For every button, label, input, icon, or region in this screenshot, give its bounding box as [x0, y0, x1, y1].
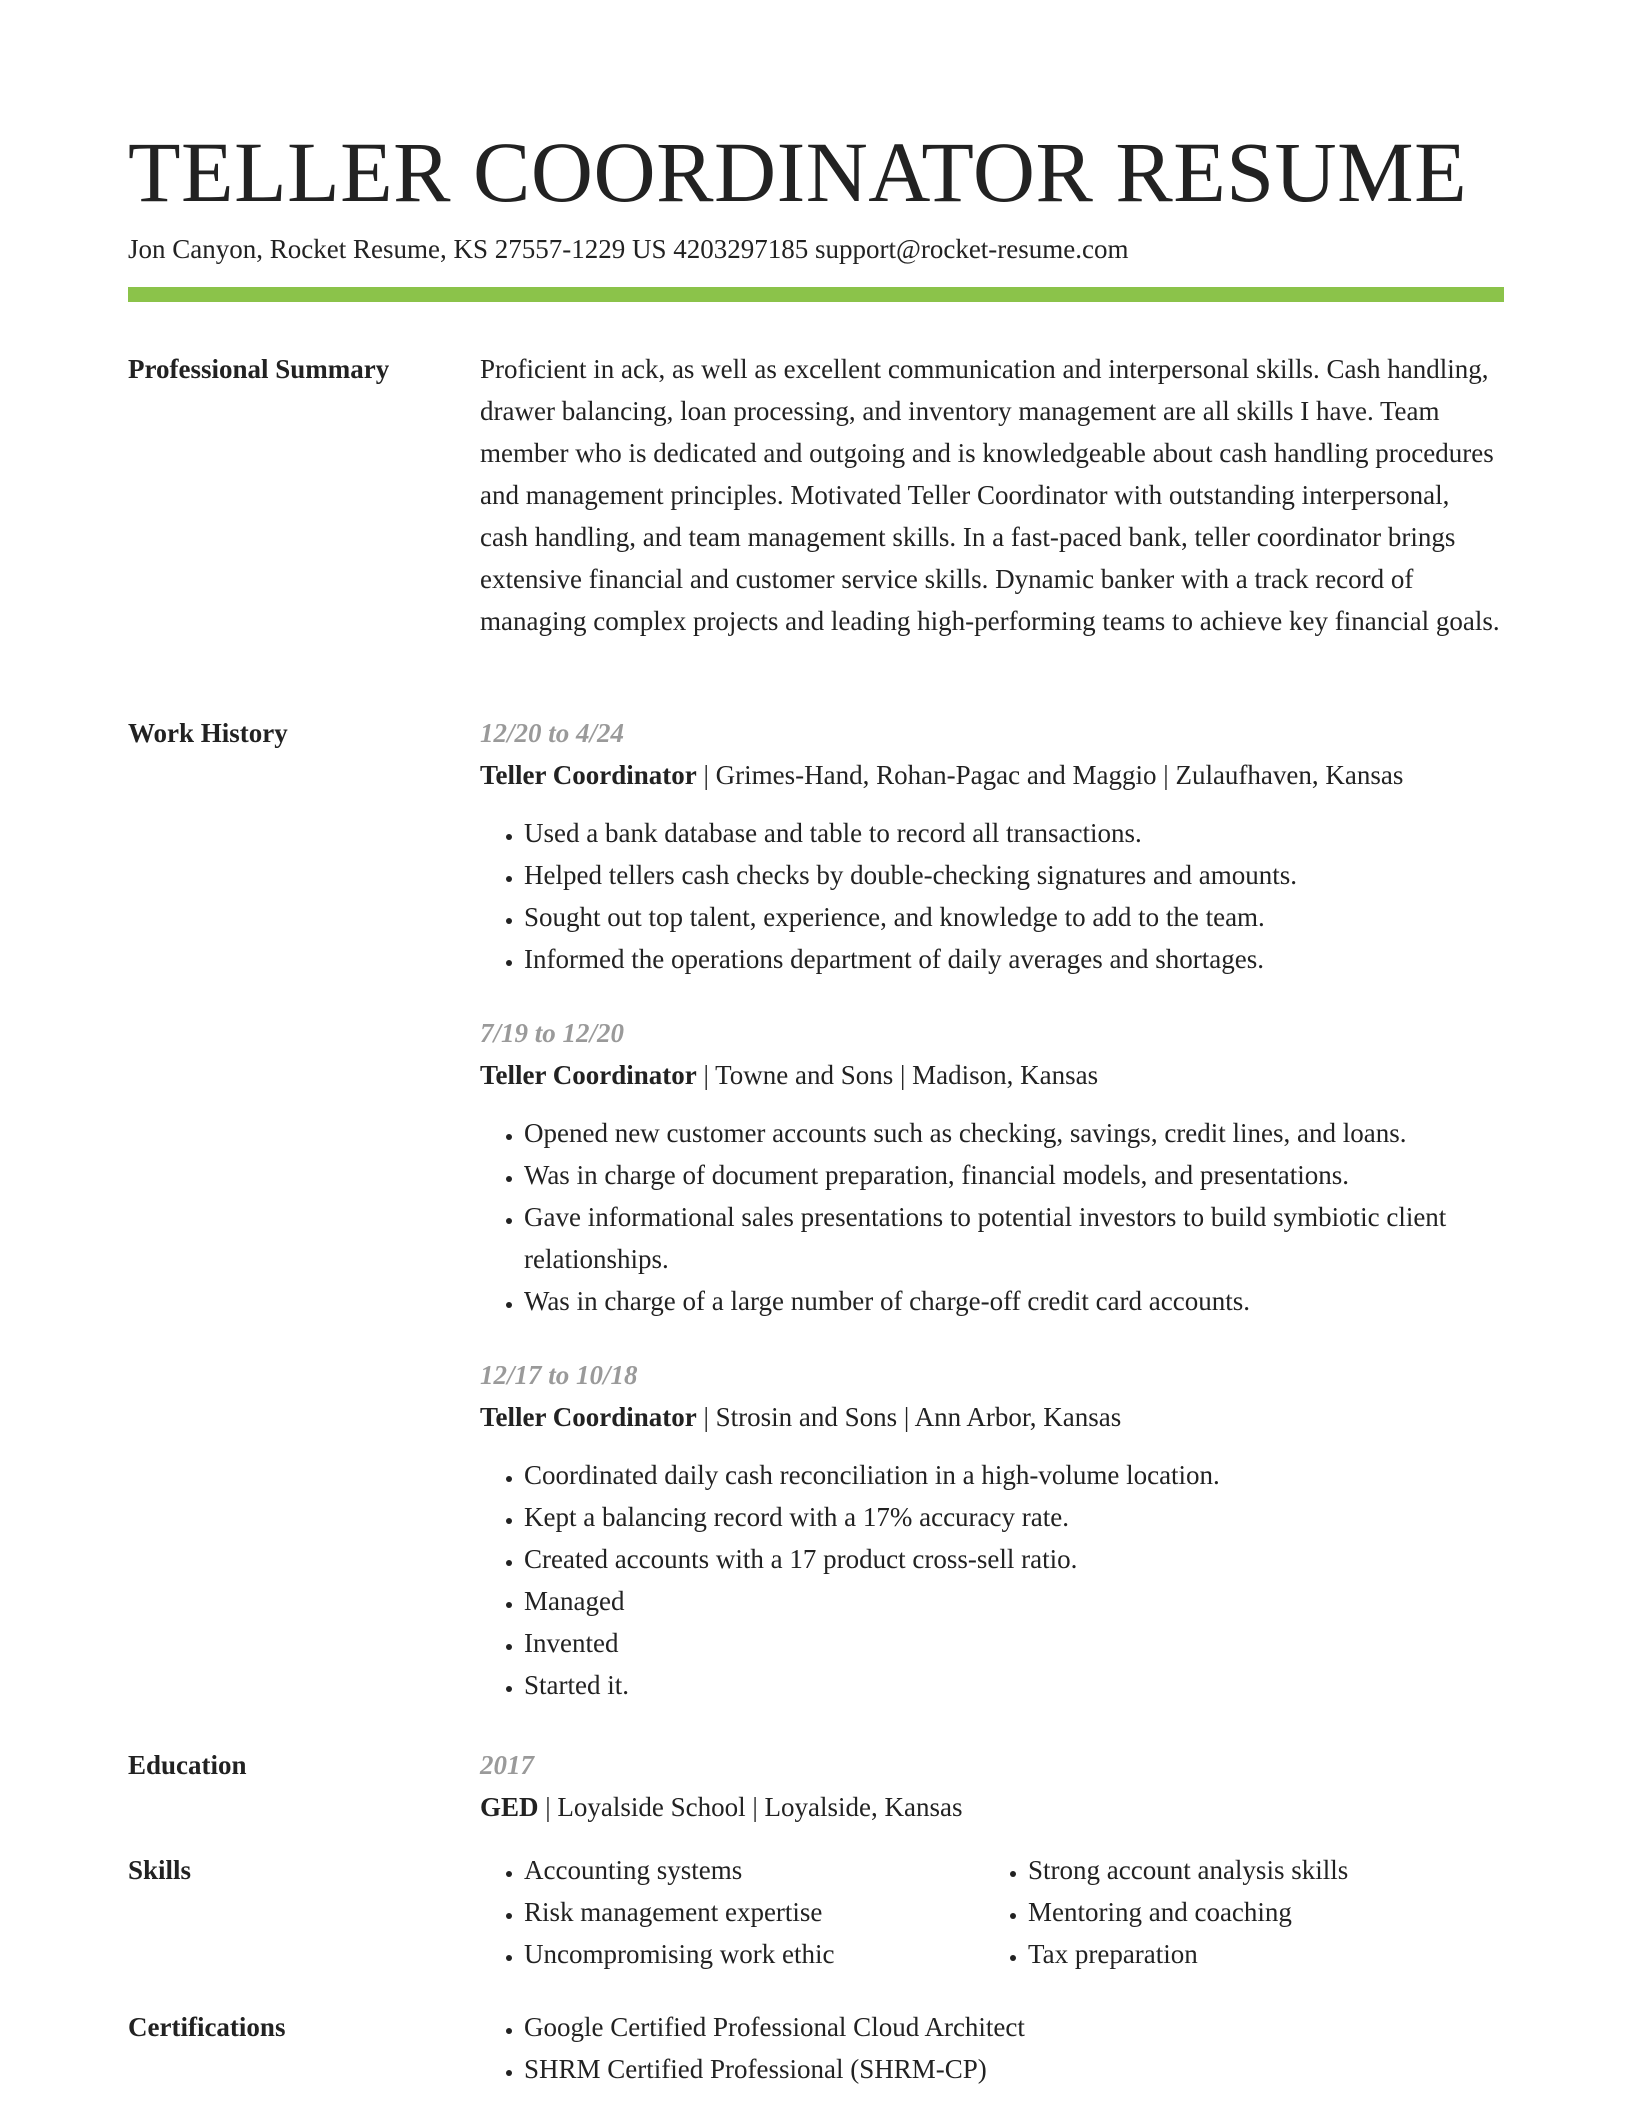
- job-bullets: [480, 1112, 1504, 1322]
- list-item: • Risk management expertise: [524, 1891, 984, 1933]
- list-item: • SHRM Certified Professional (SHRM-CP): [524, 2048, 1504, 2090]
- list-item: • Accounting systems: [524, 1849, 984, 1891]
- education-details: | Loyalside School | Loyalside, Kansas: [538, 1792, 963, 1822]
- education-degree: GED: [480, 1792, 539, 1822]
- list-item: • Sought out top talent, experience, and knowledge to add to the team.: [524, 896, 1504, 938]
- job-date: 12/17 to 10/18: [480, 1360, 638, 1390]
- skills-list-right: [984, 1849, 1488, 1975]
- summary-text: Proficient in ack, as well as excellent communication and interpersonal skills. Cash handling, drawer balancing, loan processing, and inventory management are all skills I have. Team member who is dedicated and outgoing and is knowledgeable about cash handling procedures and management principles. Motivated Teller Coordinator with outstanding interpersonal, cash handling, and team management skills. In a fast-paced bank, teller coordinator brings extensive financial and customer service skills. Dynamic banker with a track record of managing complex projects and leading high-performing teams to achieve key financial goals.: [480, 354, 1500, 636]
- contact-info: Jon Canyon, Rocket Resume, KS 27557-1229 US 4203297185 support@rocket-resume.com: [128, 234, 1129, 264]
- resume-title: TELLER COORDINATOR RESUME: [128, 124, 1468, 220]
- list-item: • Strong account analysis skills: [1028, 1849, 1488, 1891]
- job-bullets: [480, 1454, 1504, 1706]
- skills-label: Skills: [128, 1855, 192, 1885]
- list-item: • Gave informational sales presentations to potential investors to build symbiotic client relationships.: [524, 1196, 1504, 1280]
- education-date: 2017: [480, 1750, 534, 1780]
- list-item: • Opened new customer accounts such as checking, savings, credit lines, and loans.: [524, 1112, 1504, 1154]
- summary-label: Professional Summary: [128, 354, 390, 384]
- list-item: • Uncompromising work ethic: [524, 1933, 984, 1975]
- certifications-label: Certifications: [128, 2012, 286, 2042]
- job-heading: [480, 1396, 1504, 1438]
- certifications-list: [480, 2006, 1504, 2090]
- job-entry: [480, 1354, 1504, 1706]
- job-bullets: [480, 812, 1504, 980]
- job-date: 7/19 to 12/20: [480, 1018, 625, 1048]
- list-item: • Managed: [524, 1580, 1504, 1622]
- list-item: • Helped tellers cash checks by double-checking signatures and amounts.: [524, 854, 1504, 896]
- skills-list-left: [480, 1849, 984, 1975]
- job-details: | Strosin and Sons | Ann Arbor, Kansas: [696, 1402, 1122, 1432]
- list-item: • Was in charge of document preparation, financial models, and presentations.: [524, 1154, 1504, 1196]
- job-entry: [480, 1012, 1504, 1322]
- list-item: • Kept a balancing record with a 17% accuracy rate.: [524, 1496, 1504, 1538]
- job-title: Teller Coordinator: [480, 1060, 697, 1090]
- education-heading: [480, 1786, 1504, 1828]
- list-item: • Coordinated daily cash reconciliation in a high-volume location.: [524, 1454, 1504, 1496]
- list-item: • Invented: [524, 1622, 1504, 1664]
- job-details: | Towne and Sons | Madison, Kansas: [696, 1060, 1099, 1090]
- job-title: Teller Coordinator: [480, 1402, 697, 1432]
- job-heading: [480, 754, 1504, 796]
- list-item: • Started it.: [524, 1664, 1504, 1706]
- job-date: 12/20 to 4/24: [480, 718, 625, 748]
- list-item: • Google Certified Professional Cloud Architect: [524, 2006, 1504, 2048]
- list-item: • Used a bank database and table to record all transactions.: [524, 812, 1504, 854]
- list-item: • Mentoring and coaching: [1028, 1891, 1488, 1933]
- list-item: • Was in charge of a large number of charge-off credit card accounts.: [524, 1280, 1504, 1322]
- list-item: • Tax preparation: [1028, 1933, 1488, 1975]
- job-details: | Grimes-Hand, Rohan-Pagac and Maggio | Zulaufhaven, Kansas: [696, 760, 1404, 790]
- header-divider: [128, 287, 1504, 302]
- list-item: • Created accounts with a 17 product cross-sell ratio.: [524, 1538, 1504, 1580]
- education-label: Education: [128, 1750, 247, 1780]
- job-entry: [480, 712, 1504, 980]
- list-item: • Informed the operations department of daily averages and shortages.: [524, 938, 1504, 980]
- job-heading: [480, 1054, 1504, 1096]
- job-title: Teller Coordinator: [480, 760, 697, 790]
- work-history-label: Work History: [128, 718, 288, 748]
